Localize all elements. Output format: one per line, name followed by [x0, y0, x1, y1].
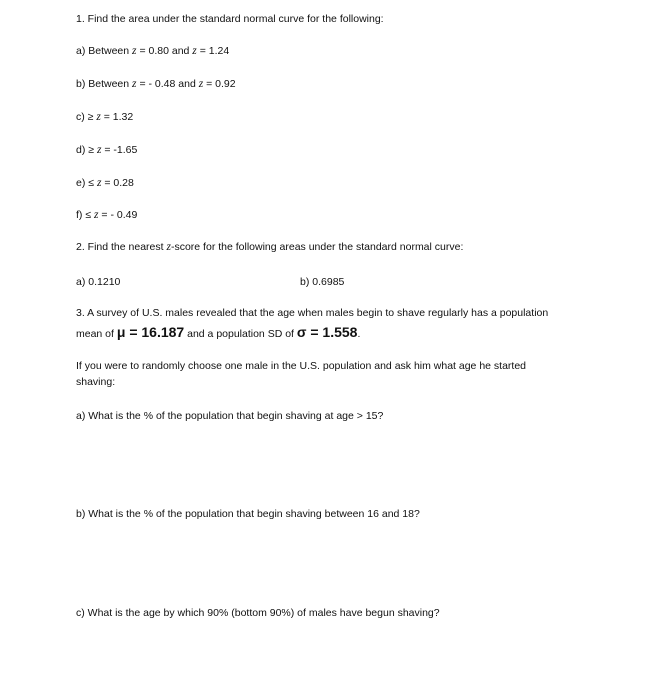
q3-line2-suffix: . [357, 328, 361, 340]
z-variable: z [96, 144, 102, 156]
q1-part-f [76, 209, 137, 221]
q1-part-e [76, 177, 134, 189]
q3-part-b: b) What is the % of the population that begin shaving between 16 and 18? [76, 508, 420, 520]
q1-part-d [76, 144, 137, 156]
q1a-middle: = 0.80 and [136, 45, 193, 57]
q1b-middle: = - 0.48 and [136, 78, 199, 90]
q3-line-2 [76, 324, 360, 340]
q2-heading [76, 241, 463, 253]
q1-heading: 1. Find the area under the standard normal curve for the following: [76, 13, 384, 25]
q1e-prefix: e) ≤ [76, 177, 97, 189]
q3-intro-line-2: shaving: [76, 376, 116, 388]
q3-intro-line-1: If you were to randomly choose one male in the U.S. population and ask him what age he started [76, 360, 527, 372]
q2-part-a: a) 0.1210 [76, 276, 121, 288]
q1d-suffix: = -1.65 [101, 144, 138, 156]
z-variable: z [132, 78, 137, 90]
q2-part-b: b) 0.6985 [300, 276, 345, 288]
mean-value: μ = 16.187 [116, 324, 185, 340]
q1a-suffix: = 1.24 [196, 45, 230, 57]
q1c-prefix: c) ≥ [76, 111, 97, 123]
q3-line2-middle: and a population SD of [184, 328, 297, 340]
q1-part-c [76, 111, 133, 123]
q1f-suffix: = - 0.49 [98, 209, 138, 221]
q1a-prefix: a) Between [76, 45, 133, 57]
z-variable: z [96, 177, 102, 189]
q1c-suffix: = 1.32 [100, 111, 134, 123]
q2-heading-prefix: 2. Find the nearest [76, 241, 167, 253]
q3-part-a: a) What is the % of the population that begin shaving at age > 15? [76, 410, 384, 422]
q3-line2-prefix: mean of [76, 328, 117, 340]
q1f-prefix: f) ≤ [76, 209, 95, 221]
sd-value: σ = 1.558 [296, 324, 358, 340]
q1d-prefix: d) ≥ [76, 144, 97, 156]
z-variable: z [132, 45, 137, 57]
q1e-suffix: = 0.28 [101, 177, 134, 189]
q3-part-c: c) What is the age by which 90% (bottom 90%) of males have begun shaving? [76, 607, 440, 619]
q1-part-a [76, 45, 229, 57]
q2-heading-suffix: -score for the following areas under the standard normal curve: [170, 241, 464, 253]
q1b-suffix: = 0.92 [203, 78, 236, 90]
z-variable: z [96, 111, 101, 123]
q1-part-b [76, 78, 236, 90]
z-variable: z [166, 241, 171, 253]
q3-line-1: 3. A survey of U.S. males revealed that the age when males begin to shave regularly has a population [76, 307, 549, 319]
z-variable: z [192, 45, 197, 57]
z-variable: z [94, 209, 99, 221]
q1b-prefix: b) Between [76, 78, 133, 90]
z-variable: z [198, 78, 204, 90]
